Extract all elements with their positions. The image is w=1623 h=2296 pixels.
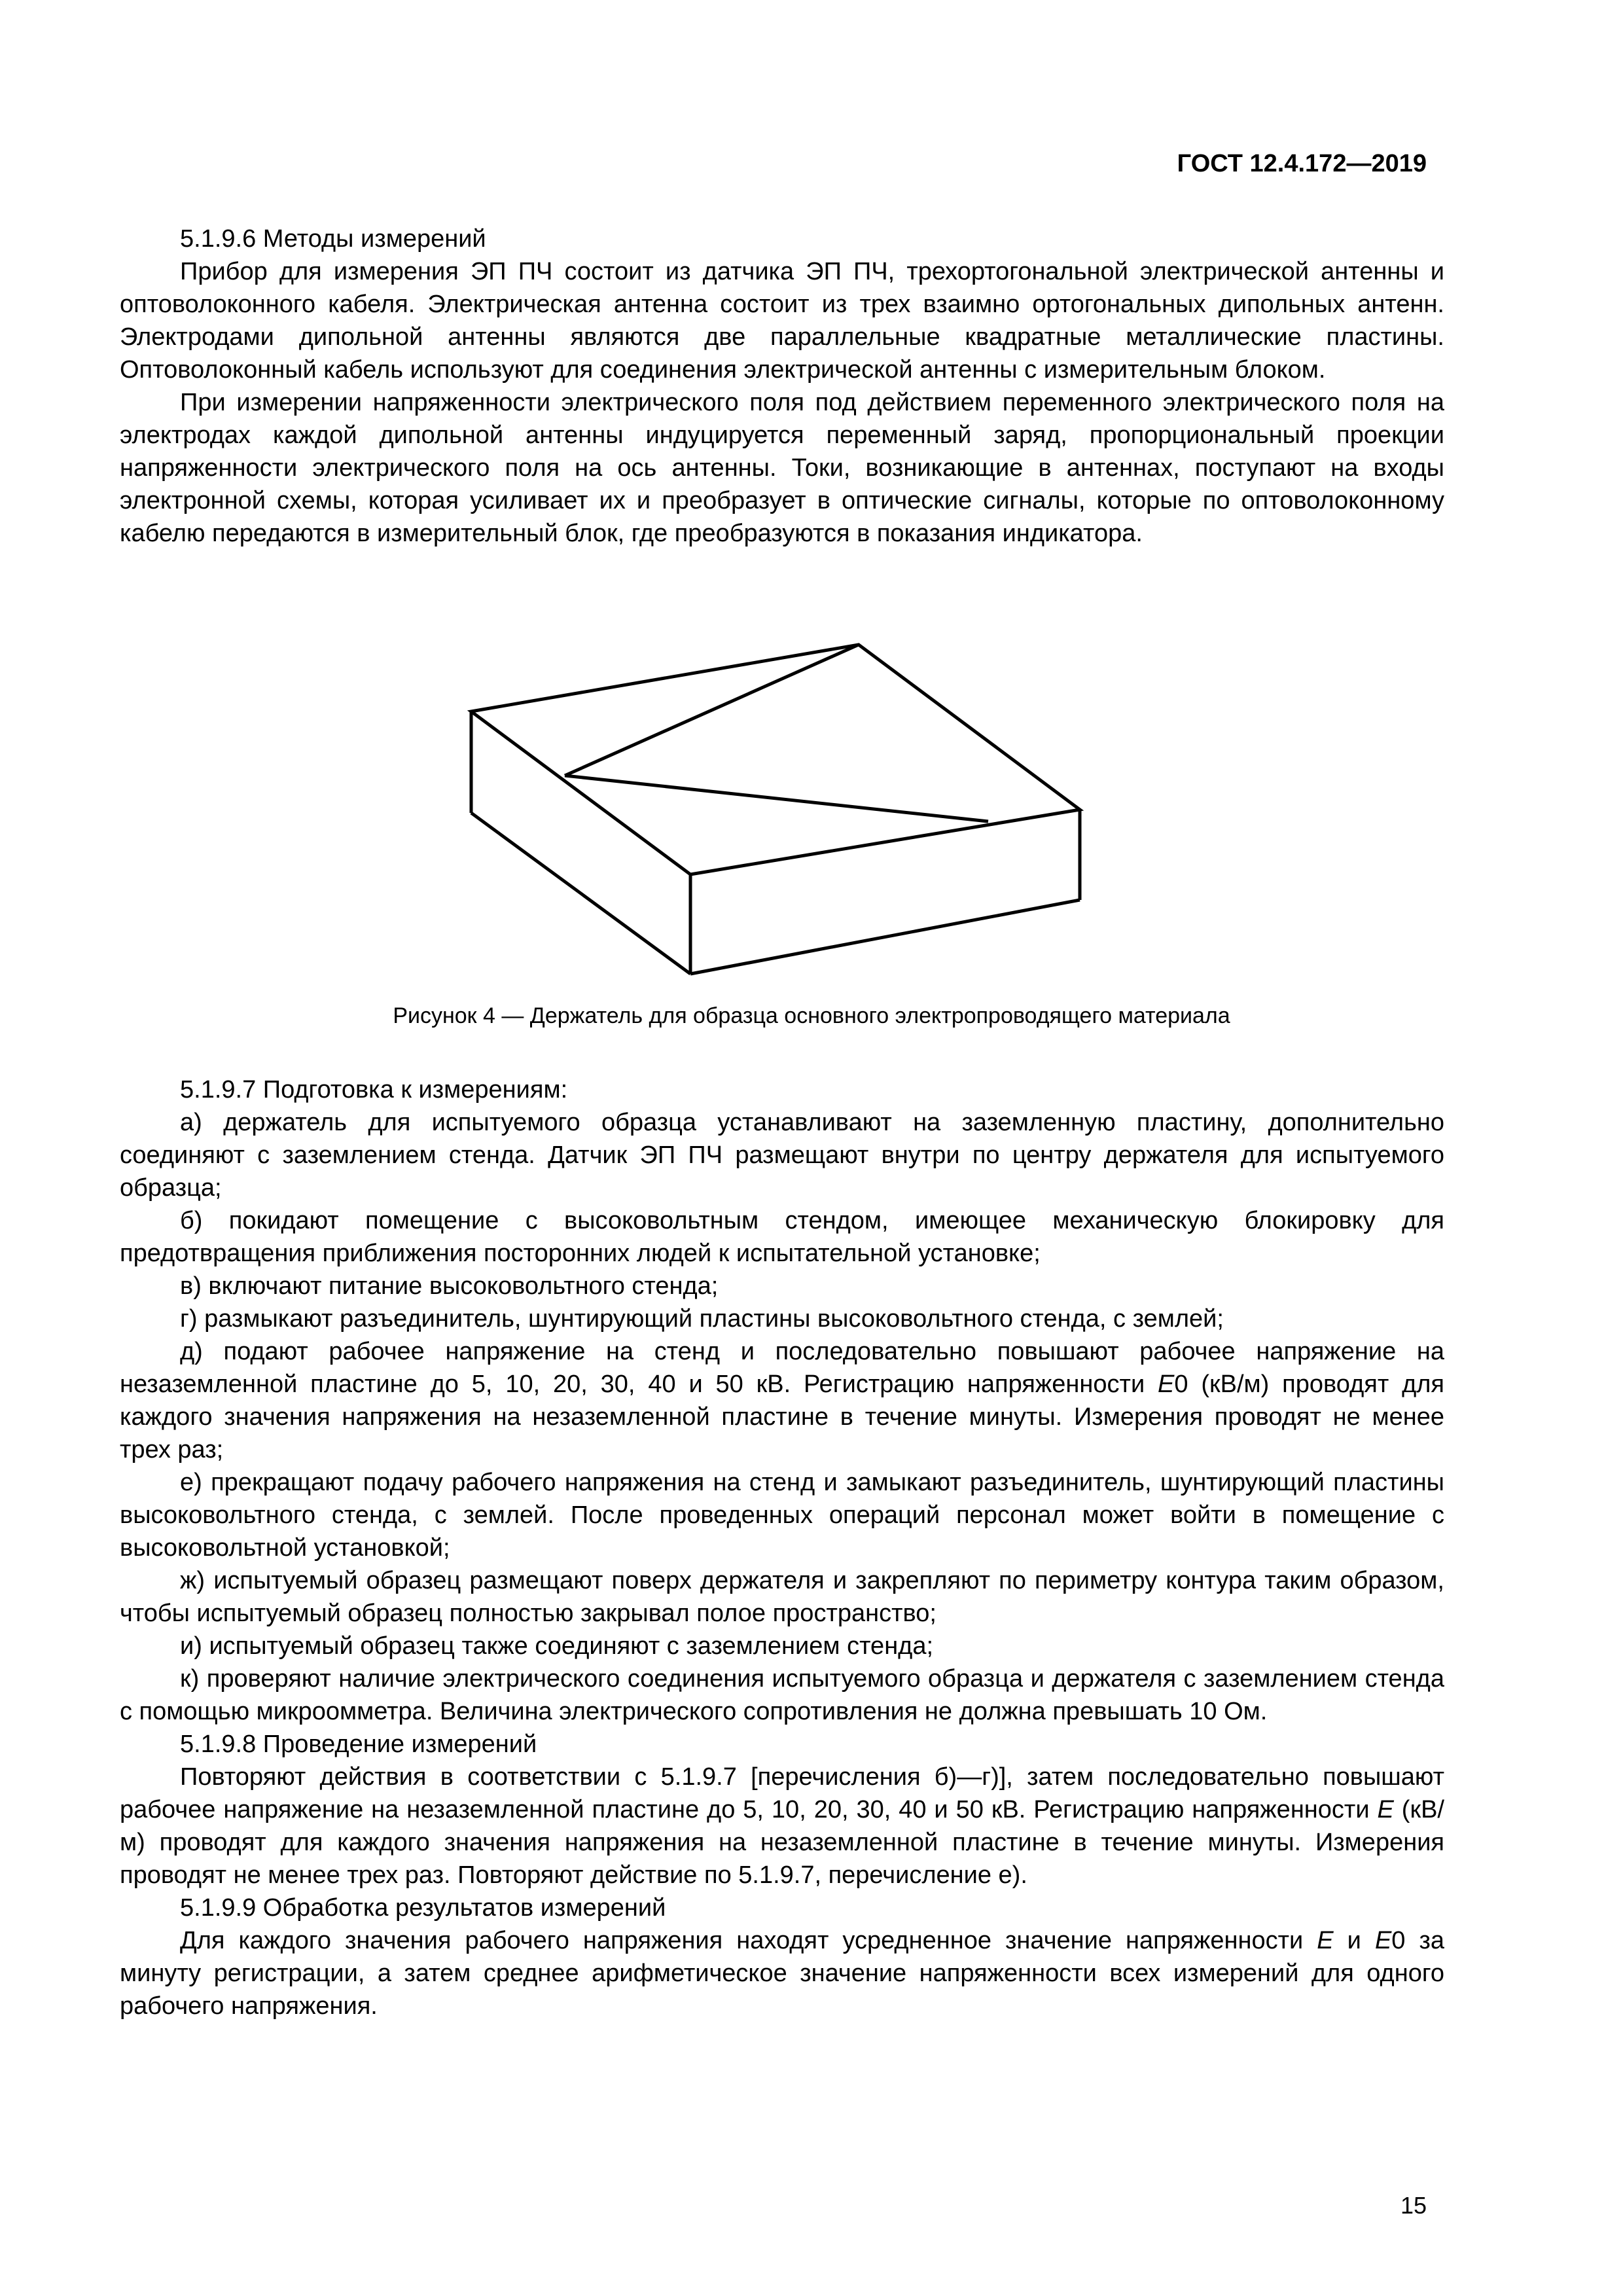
paragraph [120, 1761, 1444, 1892]
list-item: ж) испытуемый образец размещают поверх держателя и закрепляют по периметру контура таким образом, чтобы испытуемый образец полностью закрывал полое пространство; [120, 1567, 1444, 1627]
symbol-E: E [1158, 1371, 1175, 1398]
list-item: к) проверяют наличие электрического соединения испытуемого образца и держателя с заземлением стенда с помощью микроомметра. Величина электрического сопротивления не должна превышать 10 Ом. [120, 1665, 1444, 1725]
text-run: 0 за минуту регистрации, а затем среднее арифметическое значение напряженности всех измерений для одного рабочего напряжения. [120, 1927, 1445, 2020]
list-item: и) испытуемый образец также соединяют с заземлением стенда; [180, 1632, 934, 1660]
section-heading: 5.1.9.9 Обработка результатов измерений [180, 1894, 666, 1922]
paragraph [120, 1924, 1444, 2022]
symbol-E: E [1317, 1927, 1334, 1954]
sample-holder-drawing [458, 628, 1086, 982]
text-run: и [1333, 1927, 1375, 1954]
holder-bottom-left [471, 813, 690, 974]
figure-caption: Рисунок 4 — Держатель для образца основного электропроводящего материала [393, 1003, 1230, 1028]
list-item: а) держатель для испытуемого образца устанавливают на заземленную пластину, дополнительно соединяют с заземлением стенда. Датчик ЭП ПЧ размещают внутри по центру держателя для испытуемого образца; [120, 1109, 1444, 1202]
holder-top-rim [471, 645, 1080, 874]
text-run: 0 (кВ/м) проводят для каждого значения напряжения на незаземленной пластине в течение минуты. Измерения проводят не менее трех раз; [120, 1371, 1444, 1463]
paragraph: При измерении напряженности электрического поля под действием переменного электрического поля на электродах каждой дипольной антенны индуцируется переменный заряд, пропорциональный проекции напряженности электрического поля на ось антенны. Токи, возникающие в антеннах, поступают на входы электронной схемы, которая усиливает их и преобразует в оптические сигналы, которые по оптоволоконному кабелю передаются в измерительный блок, где преобразуются в показания индикатора. [120, 389, 1444, 547]
section-preparation [120, 1073, 1444, 2022]
section-heading: 5.1.9.8 Проведение измерений [180, 1731, 537, 1758]
holder-inner-edge-right [565, 776, 988, 821]
list-item: е) прекращают подачу рабочего напряжения на стенд и замыкают разъединитель, шунтирующий пластины высоковольтного стенда, с землей. После проведенных операций персонал может войти в помещение с высоковольтной установкой; [120, 1469, 1444, 1562]
holder-inner-edge-back [565, 645, 859, 776]
text-run: (кВ/м) проводят для каждого значения напряжения на незаземленной пластине в течение минуты. Измерения проводят не менее трех раз. Повторяют действие по 5.1.9.7, перечисление е). [120, 1796, 1444, 1889]
page-number: 15 [1400, 2192, 1427, 2219]
text-run: Для каждого значения рабочего напряжения находят усредненное значение напряженности [180, 1927, 1317, 1954]
section-methods [120, 223, 1444, 550]
list-item: г) размыкают разъединитель, шунтирующий пластины высоковольтного стенда, с землей; [180, 1305, 1224, 1333]
list-item [120, 1335, 1444, 1466]
text-run: д) подают рабочее напряжение на стенд и последовательно повышают рабочее напряжение на незаземленной пластине до 5, 10, 20, 30, 40 и 50 кВ. Регистрацию напряженности [120, 1338, 1444, 1398]
list-item: в) включают питание высоковольтного стенда; [180, 1272, 719, 1300]
text-run: Повторяют действия в соответствии с 5.1.9.7 [перечисления б)—г)], затем последовательно повышают рабочее напряжение на незаземленной пластине до 5, 10, 20, 30, 40 и 50 кВ. Регистрацию напряженности [120, 1763, 1444, 1823]
paragraph: Прибор для измерения ЭП ПЧ состоит из датчика ЭП ПЧ, трехортогональной электрической антенны и оптоволоконного кабеля. Электрическая антенна состоит из трех взаимно ортогональных дипольных антенн. Электродами дипольной антенны являются две параллельные квадратные металлические пластины. Оптоволоконный кабель используют для соединения электрической антенны с измерительным блоком. [120, 258, 1444, 384]
holder-bottom-right [690, 900, 1080, 974]
section-heading: 5.1.9.7 Подготовка к измерениям: [180, 1076, 568, 1103]
symbol-E: E [1377, 1796, 1394, 1823]
standard-number: ГОСТ 12.4.172—2019 [1177, 150, 1427, 177]
section-heading: 5.1.9.6 Методы измерений [180, 225, 486, 253]
symbol-E: E [1374, 1927, 1392, 1954]
list-item: б) покидают помещение с высоковольтным стендом, имеющее механическую блокировку для предотвращения приближения посторонних людей к испытательной установке; [120, 1207, 1444, 1267]
